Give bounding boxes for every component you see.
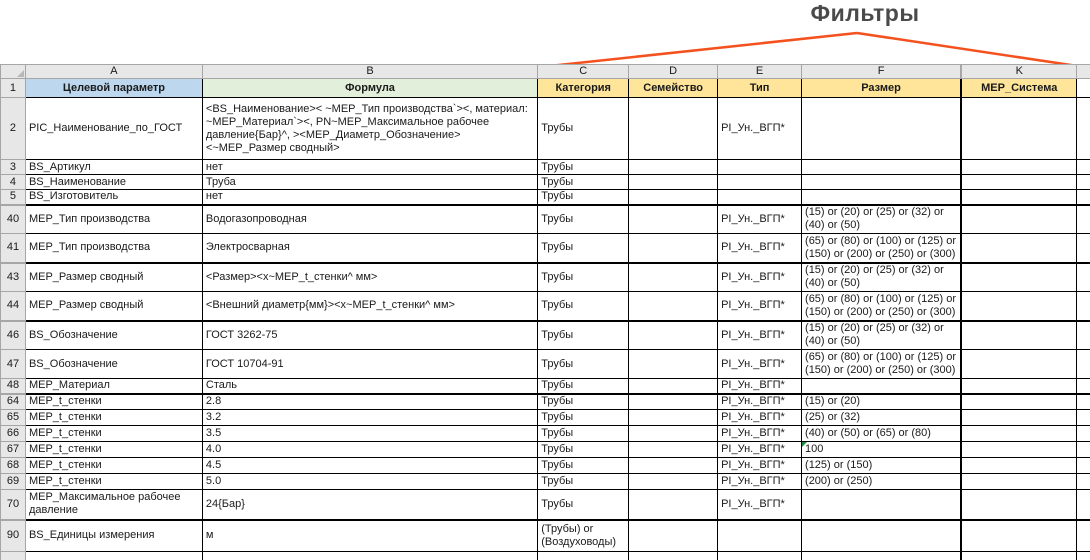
row-number-67[interactable]: 67 xyxy=(1,442,26,458)
cell-A2[interactable]: PIC_Наименование_по_ГОСТ xyxy=(25,98,202,160)
cell-K69[interactable] xyxy=(961,474,1077,490)
column-letter-b[interactable]: B xyxy=(202,65,537,79)
cell-B67[interactable]: 4.0 xyxy=(202,442,537,458)
cell-A66[interactable]: MEP_t_стенки xyxy=(25,426,202,442)
cell-D66[interactable] xyxy=(629,426,718,442)
row-sliver xyxy=(1077,379,1090,394)
cell-B4[interactable]: Труба xyxy=(202,175,537,190)
cell-C64[interactable]: Трубы xyxy=(538,394,629,410)
cell-F69[interactable]: (200) or (250) xyxy=(802,474,962,490)
cell-E66[interactable]: PI_Ун._ВГП* xyxy=(718,426,802,442)
row-number-90[interactable]: 90 xyxy=(1,520,26,552)
cell-A-partial xyxy=(25,552,202,560)
column-letter-d[interactable]: D xyxy=(629,65,718,79)
cell-K2[interactable] xyxy=(961,98,1077,160)
row-number-47[interactable]: 47 xyxy=(1,350,26,379)
cell-C-partial xyxy=(538,552,629,560)
row-sliver xyxy=(1077,292,1090,321)
cell-D68[interactable] xyxy=(629,458,718,474)
cell-E90[interactable] xyxy=(718,520,802,552)
table-row xyxy=(1,321,1090,350)
cell-E70[interactable]: PI_Ун._ВГП* xyxy=(718,490,802,520)
cell-D65[interactable] xyxy=(629,410,718,426)
cell-A90[interactable]: BS_Единицы измерения xyxy=(25,520,202,552)
header-cell-k[interactable]: МЕР_Система xyxy=(961,79,1077,98)
cell-F46[interactable]: (15) or (20) or (25) or (32) or (40) or (50) xyxy=(802,321,962,350)
cell-C40[interactable]: Трубы xyxy=(538,205,629,234)
table-row xyxy=(1,458,1090,474)
cell-A69[interactable]: MEP_t_стенки xyxy=(25,474,202,490)
cell-E-partial xyxy=(718,552,802,560)
row-sliver xyxy=(1077,410,1090,426)
partial-row xyxy=(1,552,1090,560)
header-row xyxy=(1,79,1090,98)
cell-A70[interactable]: МЕР_Максимальное рабочее давление xyxy=(25,490,202,520)
table-row xyxy=(1,490,1090,520)
row-sliver xyxy=(1077,263,1090,292)
cell-F47[interactable]: (65) or (80) or (100) or (125) or (150) or (200) or (250) or (300) xyxy=(802,350,962,379)
cell-B3[interactable]: нет xyxy=(202,160,537,175)
cell-B48[interactable]: Сталь xyxy=(202,379,537,394)
cell-E47[interactable]: PI_Ун._ВГП* xyxy=(718,350,802,379)
column-letter-f[interactable]: F xyxy=(802,65,962,79)
table-row xyxy=(1,234,1090,263)
cell-C68[interactable]: Трубы xyxy=(538,458,629,474)
cell-B2[interactable]: <BS_Наименование>< ~МЕР_Тип производства`><, материал: ~МЕР_Материал`><, PN~МЕР_Максимальное рабочее давление{Бар}^, ><МЕР_Диаметр_Обозначение><~МЕР_Размер сводный> xyxy=(202,98,537,160)
cell-B40[interactable]: Водогазопроводная xyxy=(202,205,537,234)
row-sliver xyxy=(1077,98,1090,160)
cell-K67[interactable] xyxy=(961,442,1077,458)
cell-A4[interactable]: BS_Наименование xyxy=(25,175,202,190)
row-number-64[interactable]: 64 xyxy=(1,394,26,410)
cell-A40[interactable]: МЕР_Тип производства xyxy=(25,205,202,234)
cell-E40[interactable]: PI_Ун._ВГП* xyxy=(718,205,802,234)
cell-E2[interactable]: PI_Ун._ВГП* xyxy=(718,98,802,160)
cell-E65[interactable]: PI_Ун._ВГП* xyxy=(718,410,802,426)
cell-E67[interactable]: PI_Ун._ВГП* xyxy=(718,442,802,458)
row-number-69[interactable]: 69 xyxy=(1,474,26,490)
table-row xyxy=(1,474,1090,490)
row-number-66[interactable]: 66 xyxy=(1,426,26,442)
cell-A44[interactable]: МЕР_Размер сводный xyxy=(25,292,202,321)
table-row xyxy=(1,190,1090,205)
row-sliver xyxy=(1077,321,1090,350)
table-row xyxy=(1,263,1090,292)
cell-C70[interactable]: Трубы xyxy=(538,490,629,520)
cell-C47[interactable]: Трубы xyxy=(538,350,629,379)
table-row xyxy=(1,442,1090,458)
table-row xyxy=(1,426,1090,442)
cell-B43[interactable]: <Размер><x~MEP_t_стенки^ мм> xyxy=(202,263,537,292)
cell-K64[interactable] xyxy=(961,394,1077,410)
cell-D70[interactable] xyxy=(629,490,718,520)
cell-E4[interactable] xyxy=(718,175,802,190)
cell-K47[interactable] xyxy=(961,350,1077,379)
select-all-corner[interactable] xyxy=(1,65,26,79)
cell-F48[interactable] xyxy=(802,379,962,394)
cell-K66[interactable] xyxy=(961,426,1077,442)
cell-E64[interactable]: PI_Ун._ВГП* xyxy=(718,394,802,410)
excel-grid xyxy=(0,64,1090,560)
row-number-41[interactable]: 41 xyxy=(1,234,26,263)
cell-K65[interactable] xyxy=(961,410,1077,426)
cell-A48[interactable]: МЕР_Материал xyxy=(25,379,202,394)
row-sliver xyxy=(1077,175,1090,190)
cell-A3[interactable]: BS_Артикул xyxy=(25,160,202,175)
column-letter-row xyxy=(1,65,1090,79)
cell-F67[interactable]: 100 xyxy=(802,442,962,458)
table-row xyxy=(1,98,1090,160)
cell-C48[interactable]: Трубы xyxy=(538,379,629,394)
cell-B69[interactable]: 5.0 xyxy=(202,474,537,490)
header-cell-a[interactable]: Целевой параметр xyxy=(25,79,202,98)
row-sliver xyxy=(1077,442,1090,458)
row-sliver xyxy=(1077,205,1090,234)
cell-A68[interactable]: MEP_t_стенки xyxy=(25,458,202,474)
row-number-4[interactable]: 4 xyxy=(1,175,26,190)
cell-K41[interactable] xyxy=(961,234,1077,263)
row-number-65[interactable]: 65 xyxy=(1,410,26,426)
cell-F64[interactable]: (15) or (20) xyxy=(802,394,962,410)
row-sliver xyxy=(1077,474,1090,490)
row-number-68[interactable]: 68 xyxy=(1,458,26,474)
table-row xyxy=(1,520,1090,552)
row-number-43[interactable]: 43 xyxy=(1,263,26,292)
cell-D43[interactable] xyxy=(629,263,718,292)
table-row xyxy=(1,292,1090,321)
row-number-48[interactable]: 48 xyxy=(1,379,26,394)
table-row xyxy=(1,379,1090,394)
cell-K68[interactable] xyxy=(961,458,1077,474)
cell-F65[interactable]: (25) or (32) xyxy=(802,410,962,426)
cell-K44[interactable] xyxy=(961,292,1077,321)
cell-D2[interactable] xyxy=(629,98,718,160)
cell-K46[interactable] xyxy=(961,321,1077,350)
header-sliver xyxy=(1077,79,1090,98)
row-number-3[interactable]: 3 xyxy=(1,160,26,175)
cell-C46[interactable]: Трубы xyxy=(538,321,629,350)
table-row xyxy=(1,205,1090,234)
row-number-44[interactable]: 44 xyxy=(1,292,26,321)
cell-K5[interactable] xyxy=(961,190,1077,205)
cell-A5[interactable]: BS_Изготовитель xyxy=(25,190,202,205)
cell-D67[interactable] xyxy=(629,442,718,458)
cell-A67[interactable]: MEP_t_стенки xyxy=(25,442,202,458)
cell-F5[interactable] xyxy=(802,190,962,205)
cell-B-partial xyxy=(202,552,537,560)
column-letter-e[interactable]: E xyxy=(718,65,802,79)
cell-D-partial xyxy=(629,552,718,560)
cell-K48[interactable] xyxy=(961,379,1077,394)
column-letter-sliver xyxy=(1077,65,1090,79)
column-letter-k[interactable]: K xyxy=(961,65,1077,79)
cell-A43[interactable]: МЕР_Размер сводный xyxy=(25,263,202,292)
cell-E44[interactable]: PI_Ун._ВГП* xyxy=(718,292,802,321)
cell-D3[interactable] xyxy=(629,160,718,175)
cell-C4[interactable]: Трубы xyxy=(538,175,629,190)
sheet-body xyxy=(1,65,1090,560)
cell-C41[interactable]: Трубы xyxy=(538,234,629,263)
row-sliver xyxy=(1077,394,1090,410)
cell-C43[interactable]: Трубы xyxy=(538,263,629,292)
table-row xyxy=(1,160,1090,175)
filters-annotation-label: Фильтры xyxy=(810,0,920,26)
cell-E43[interactable]: PI_Ун._ВГП* xyxy=(718,263,802,292)
cell-E5[interactable] xyxy=(718,190,802,205)
cell-A41[interactable]: МЕР_Тип производства xyxy=(25,234,202,263)
cell-K90[interactable] xyxy=(961,520,1077,552)
row-number-70[interactable]: 70 xyxy=(1,490,26,520)
header-cell-d[interactable]: Семейство xyxy=(629,79,718,98)
cell-F-partial xyxy=(802,552,962,560)
cell-E48[interactable]: PI_Ун._ВГП* xyxy=(718,379,802,394)
header-cell-c[interactable]: Категория xyxy=(538,79,629,98)
cell-F66[interactable]: (40) or (50) or (65) or (80) xyxy=(802,426,962,442)
cell-D40[interactable] xyxy=(629,205,718,234)
cell-C5[interactable]: Трубы xyxy=(538,190,629,205)
cell-B41[interactable]: Электросварная xyxy=(202,234,537,263)
header-cell-b[interactable]: Формула xyxy=(202,79,537,98)
cell-F40[interactable]: (15) or (20) or (25) or (32) or (40) or (50) xyxy=(802,205,962,234)
filters-bracket-left-line xyxy=(540,33,857,67)
cell-C67[interactable]: Трубы xyxy=(538,442,629,458)
row-number-46[interactable]: 46 xyxy=(1,321,26,350)
row-number-5[interactable]: 5 xyxy=(1,190,26,205)
column-letter-a[interactable]: A xyxy=(25,65,202,79)
cell-B66[interactable]: 3.5 xyxy=(202,426,537,442)
cell-B44[interactable]: <Внешний диаметр{мм}><x~MEP_t_стенки^ мм> xyxy=(202,292,537,321)
row-number-partial xyxy=(1,552,26,560)
cell-D90[interactable] xyxy=(629,520,718,552)
table-row xyxy=(1,350,1090,379)
cell-K4[interactable] xyxy=(961,175,1077,190)
cell-A46[interactable]: BS_Обозначение xyxy=(25,321,202,350)
cell-B64[interactable]: 2.8 xyxy=(202,394,537,410)
cell-C90[interactable]: (Трубы) or (Воздуховоды) xyxy=(538,520,629,552)
cell-K3[interactable] xyxy=(961,160,1077,175)
cell-K43[interactable] xyxy=(961,263,1077,292)
cell-D5[interactable] xyxy=(629,190,718,205)
cell-E41[interactable]: PI_Ун._ВГП* xyxy=(718,234,802,263)
cell-C65[interactable]: Трубы xyxy=(538,410,629,426)
cell-D69[interactable] xyxy=(629,474,718,490)
table-row xyxy=(1,175,1090,190)
cell-B68[interactable]: 4.5 xyxy=(202,458,537,474)
cell-C66[interactable]: Трубы xyxy=(538,426,629,442)
table-row xyxy=(1,410,1090,426)
cell-B47[interactable]: ГОСТ 10704-91 xyxy=(202,350,537,379)
cell-K-partial xyxy=(961,552,1077,560)
cell-C3[interactable]: Трубы xyxy=(538,160,629,175)
cell-A64[interactable]: MEP_t_стенки xyxy=(25,394,202,410)
cell-E69[interactable]: PI_Ун._ВГП* xyxy=(718,474,802,490)
row-sliver xyxy=(1077,552,1090,560)
cell-F41[interactable]: (65) or (80) or (100) or (125) or (150) or (200) or (250) or (300) xyxy=(802,234,962,263)
cell-D48[interactable] xyxy=(629,379,718,394)
cell-F3[interactable] xyxy=(802,160,962,175)
row-sliver xyxy=(1077,350,1090,379)
cell-D41[interactable] xyxy=(629,234,718,263)
cell-B65[interactable]: 3.2 xyxy=(202,410,537,426)
cell-B90[interactable]: м xyxy=(202,520,537,552)
row-number-1[interactable]: 1 xyxy=(1,79,26,98)
cell-F4[interactable] xyxy=(802,175,962,190)
filters-bracket-right-line xyxy=(857,33,1084,67)
table-row xyxy=(1,394,1090,410)
cell-A47[interactable]: BS_Обозначение xyxy=(25,350,202,379)
cell-F90[interactable] xyxy=(802,520,962,552)
cell-B70[interactable]: 24{Бар} xyxy=(202,490,537,520)
row-sliver xyxy=(1077,520,1090,552)
row-number-40[interactable]: 40 xyxy=(1,205,26,234)
row-number-2[interactable]: 2 xyxy=(1,98,26,160)
cell-E68[interactable]: PI_Ун._ВГП* xyxy=(718,458,802,474)
cell-B46[interactable]: ГОСТ 3262-75 xyxy=(202,321,537,350)
cell-D64[interactable] xyxy=(629,394,718,410)
column-letter-c[interactable]: C xyxy=(538,65,629,79)
row-sliver xyxy=(1077,426,1090,442)
cell-D46[interactable] xyxy=(629,321,718,350)
row-sliver xyxy=(1077,458,1090,474)
row-sliver xyxy=(1077,160,1090,175)
cell-F43[interactable]: (15) or (20) or (25) or (32) or (40) or (50) xyxy=(802,263,962,292)
cell-E46[interactable]: PI_Ун._ВГП* xyxy=(718,321,802,350)
cell-F44[interactable]: (65) or (80) or (100) or (125) or (150) or (200) or (250) or (300) xyxy=(802,292,962,321)
cell-K70[interactable] xyxy=(961,490,1077,520)
cell-C2[interactable]: Трубы xyxy=(538,98,629,160)
cell-D47[interactable] xyxy=(629,350,718,379)
cell-F68[interactable]: (125) or (150) xyxy=(802,458,962,474)
row-sliver xyxy=(1077,190,1090,205)
cell-D4[interactable] xyxy=(629,175,718,190)
row-sliver xyxy=(1077,234,1090,263)
header-cell-e[interactable]: Тип xyxy=(718,79,802,98)
cell-K40[interactable] xyxy=(961,205,1077,234)
cell-F70[interactable] xyxy=(802,490,962,520)
cell-C69[interactable]: Трубы xyxy=(538,474,629,490)
cell-B5[interactable]: нет xyxy=(202,190,537,205)
row-sliver xyxy=(1077,490,1090,520)
cell-E3[interactable] xyxy=(718,160,802,175)
cell-C44[interactable]: Трубы xyxy=(538,292,629,321)
cell-F2[interactable] xyxy=(802,98,962,160)
cell-A65[interactable]: MEP_t_стенки xyxy=(25,410,202,426)
header-cell-f[interactable]: Размер xyxy=(802,79,962,98)
cell-D44[interactable] xyxy=(629,292,718,321)
